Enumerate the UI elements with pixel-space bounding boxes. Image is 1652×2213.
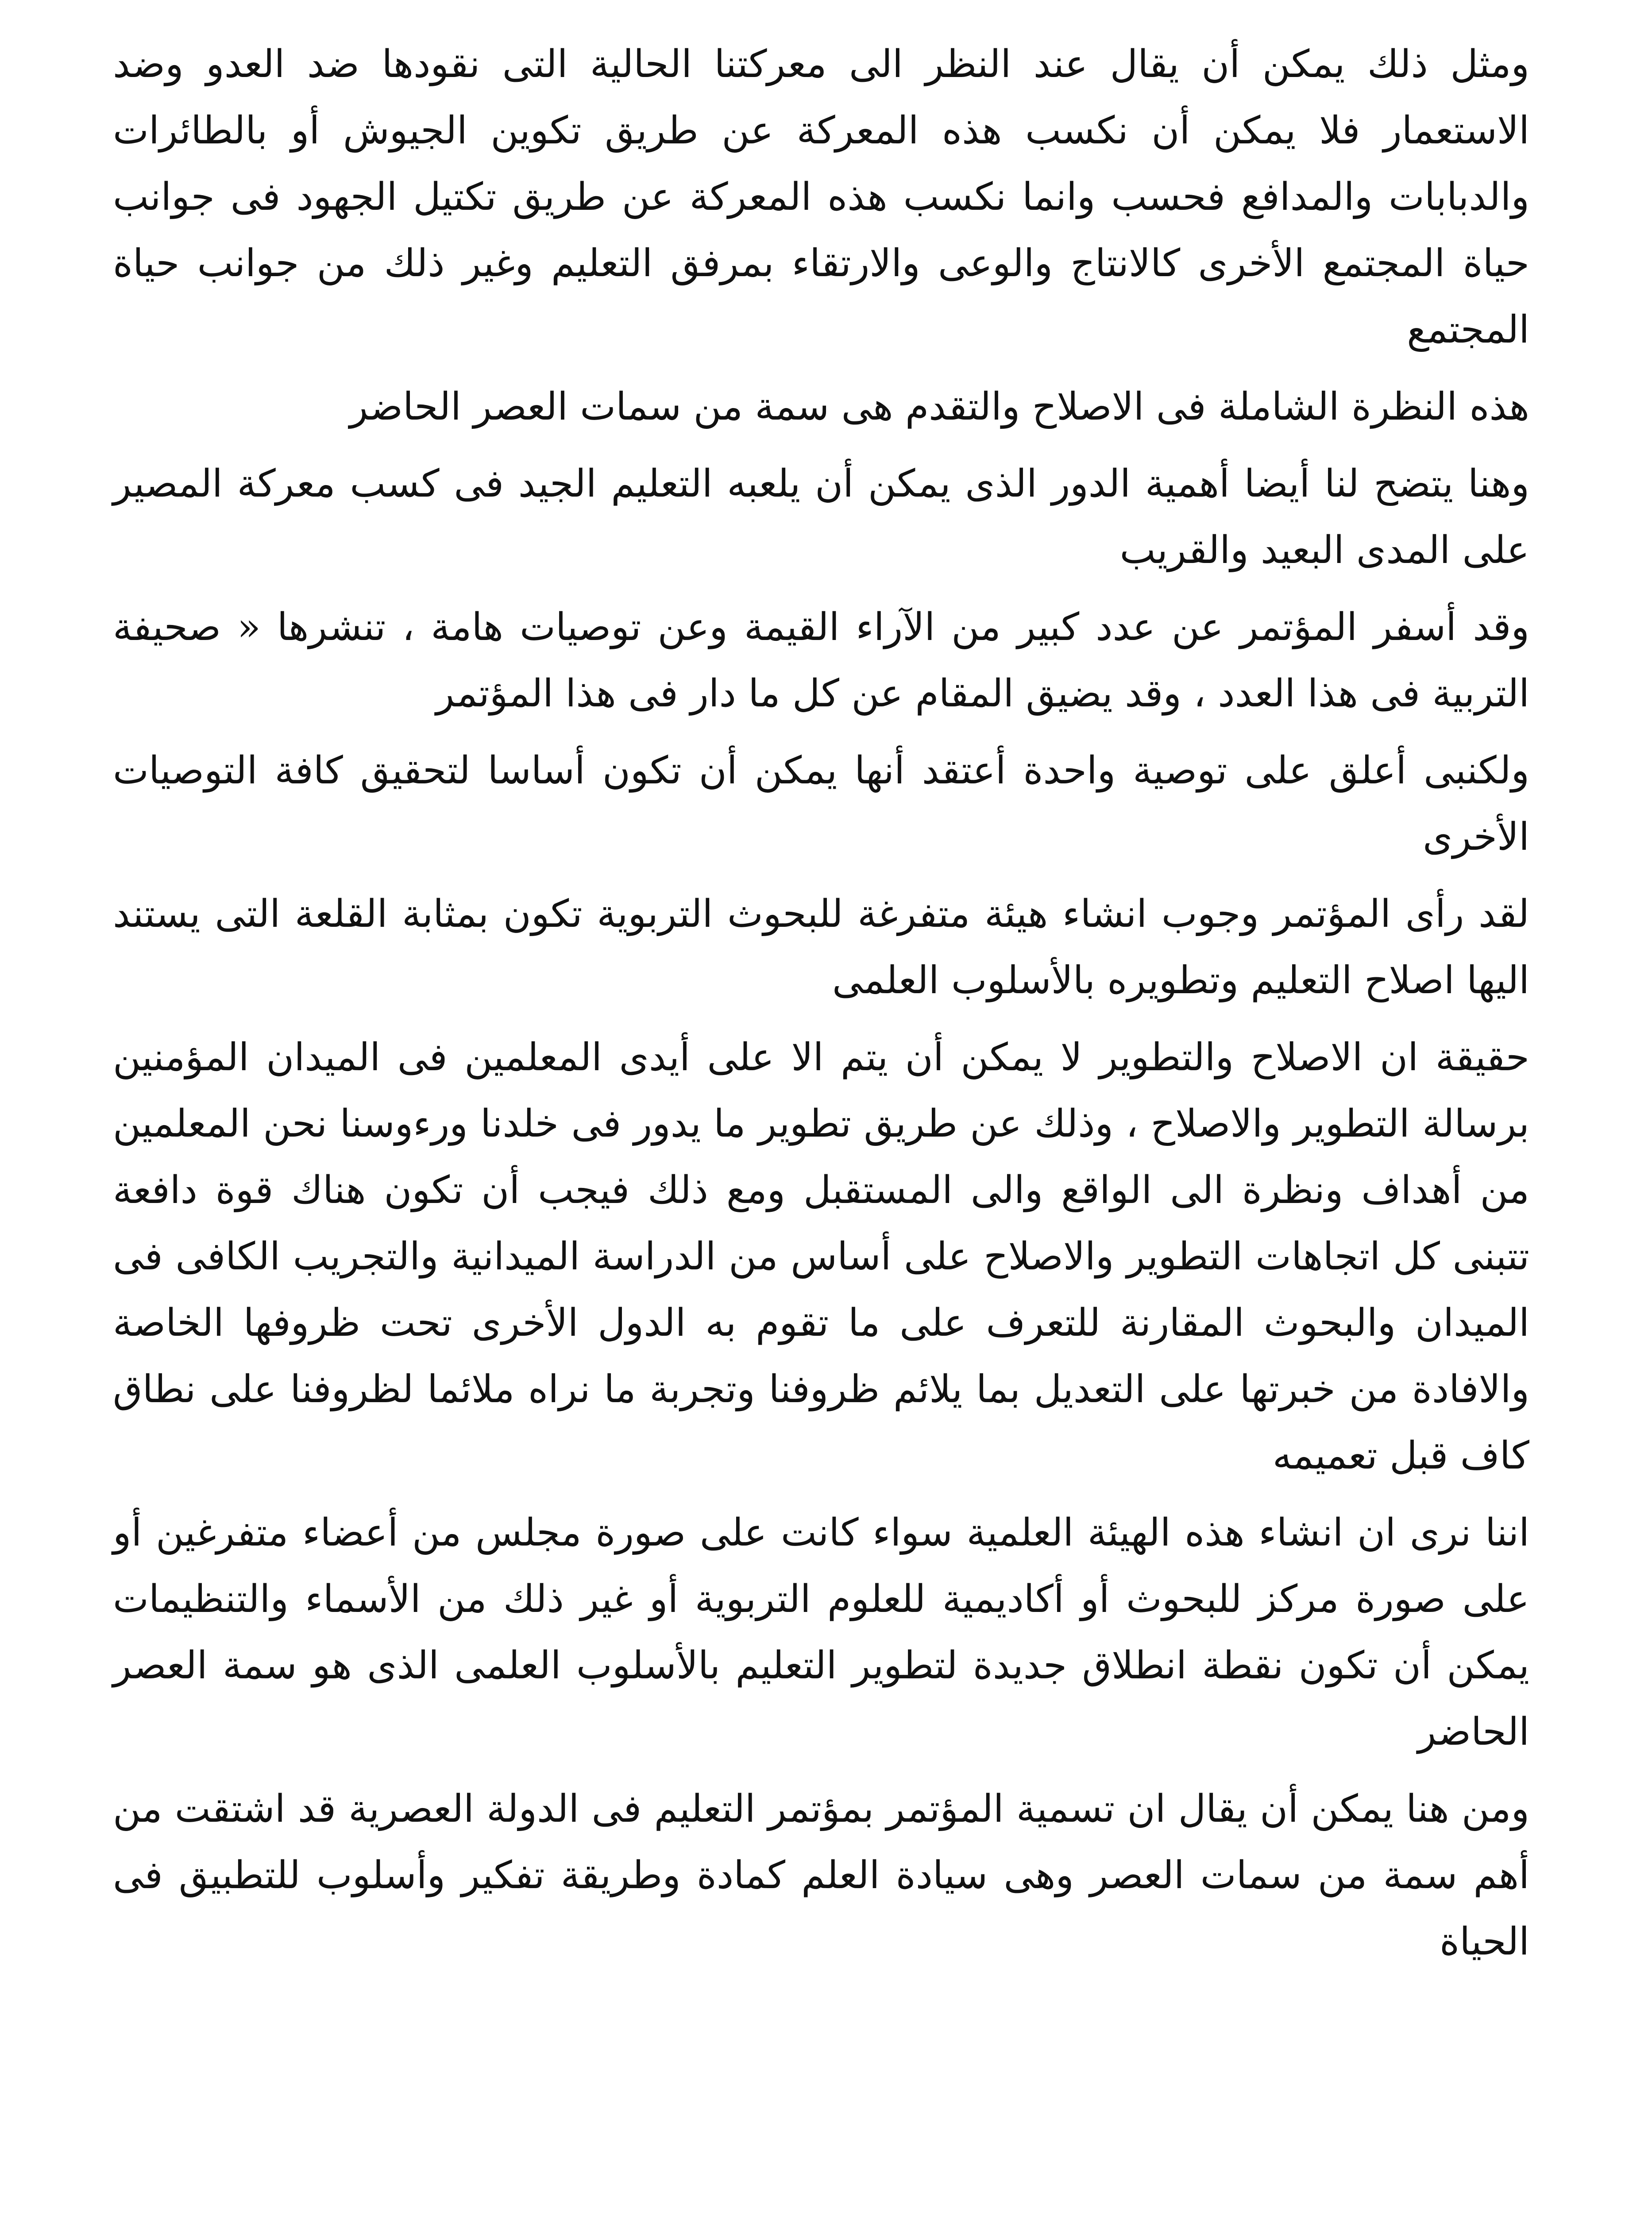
paragraph: اننا نرى ان انشاء هذه الهيئة العلمية سواء كانت على صورة مجلس من أعضاء متفرغين أو على صورة مركز للبحوث أو أكاديمية للعلوم التربوية أو غير ذلك من الأسماء والتنظيمات يمكن أن تكون نقطة انطلاق جديدة لتطوير التعليم بالأسلوب العلمى الذى هو سمة العصر الحاضر xyxy=(113,1511,1529,1754)
body-text xyxy=(113,31,1529,1986)
paragraph: ولكنبى أعلق على توصية واحدة أعتقد أنها يمكن أن تكون أساسا لتحقيق كافة التوصيات الأخرى xyxy=(113,748,1529,859)
paragraph: ومن هنا يمكن أن يقال ان تسمية المؤتمر بمؤتمر التعليم فى الدولة العصرية قد اشتقت من أهم سمة من سمات العصر وهى سيادة العلم كمادة وطريقة تفكير وأسلوب للتطبيق فى الحياة xyxy=(113,1787,1529,1964)
paragraph: ومثل ذلك يمكن أن يقال عند النظر الى معركتنا الحالية التى نقودها ضد العدو وضد الاستعمار فلا يمكن أن نكسب هذه المعركة عن طريق تكوين الجيوش أو بالطائرات والدبابات والمدافع فحسب وانما نكسب هذه المعركة عن طريق تكتيل الجهود فى جوانب حياة المجتمع الأخرى كالانتاج والوعى والارتقاء بمرفق التعليم وغير ذلك من جوانب حياة المجتمع xyxy=(113,42,1529,352)
paragraph: حقيقة ان الاصلاح والتطوير لا يمكن أن يتم الا على أيدى المعلمين فى الميدان المؤمنين برسالة التطوير والاصلاح ، وذلك عن طريق تطوير ما يدور فى خلدنا ورءوسنا نحن المعلمين من أهداف ونظرة الى الواقع والى المستقبل ومع ذلك فيجب أن تكون هناك قوة دافعة تتبنى كل اتجاهات التطوير والاصلاح على أساس من الدراسة الميدانية والتجريب الكافى فى الميدان والبحوث المقارنة للتعرف على ما تقوم به الدول الأخرى تحت ظروفها الخاصة والافادة من خبرتها على التعديل بما يلائم ظروفنا وتجربة ما نراه ملائما لظروفنا على نطاق كاف قبل تعميمه xyxy=(113,1035,1529,1478)
paragraph: وقد أسفر المؤتمر عن عدد كبير من الآراء القيمة وعن توصيات هامة ، تنشرها « صحيفة التربية فى هذا العدد ، وقد يضيق المقام عن كل ما دار فى هذا المؤتمر xyxy=(113,605,1529,716)
paragraph: هذه النظرة الشاملة فى الاصلاح والتقدم هى سمة من سمات العصر الحاضر xyxy=(349,385,1529,429)
paragraph: لقد رأى المؤتمر وجوب انشاء هيئة متفرغة للبحوث التربوية تكون بمثابة القلعة التى يستند اليها اصلاح التعليم وتطويره بالأسلوب العلمى xyxy=(113,892,1529,1002)
paragraph: وهنا يتضح لنا أيضا أهمية الدور الذى يمكن أن يلعبه التعليم الجيد فى كسب معركة المصير على المدى البعيد والقريب xyxy=(113,462,1529,572)
